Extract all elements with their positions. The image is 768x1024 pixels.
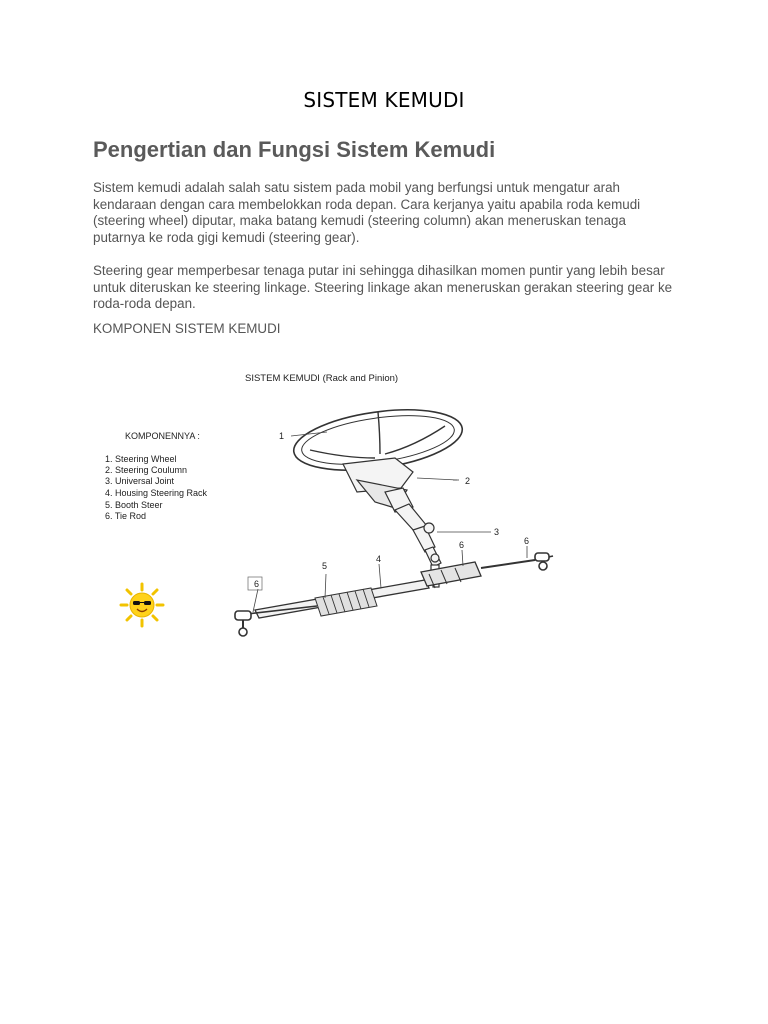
component-item: 3. Universal Joint [105, 476, 175, 486]
steering-column-illustration [343, 458, 441, 567]
section-heading: Pengertian dan Fungsi Sistem Kemudi [93, 137, 496, 162]
callout-6: 6 [459, 540, 465, 550]
callout-4: 4 [376, 554, 382, 564]
paragraph-2: Steering gear memperbesar tenaga putar ini sehingga dihasilkan momen puntir yang lebih besar untuk diteruskan ke steering linkage. Steering linkage akan meneruskan gerakan steering gear ke roda-roda depan. [93, 263, 673, 312]
callout-6-right: 6 [524, 536, 530, 546]
component-item: 6. Tie Rod [105, 511, 147, 521]
rack-housing-illustration [255, 560, 535, 618]
callout-5: 5 [322, 561, 328, 571]
sun-mascot-icon [121, 584, 163, 626]
boot-steer-illustration [315, 588, 377, 616]
callout-6-left: 6 [254, 579, 260, 589]
component-item: 1. Steering Wheel [105, 454, 177, 464]
components-subheading: KOMPONEN SISTEM KEMUDI [93, 321, 281, 336]
diagram-svg [95, 362, 565, 642]
diagram-caption: SISTEM KEMUDI (Rack and Pinion) [245, 373, 399, 384]
component-item: 4. Housing Steering Rack [105, 488, 208, 498]
paragraph-1: Sistem kemudi adalah salah satu sistem pada mobil yang berfungsi untuk mengatur arah kendaraan dengan cara membelokkan roda depan. Cara kerjanya yaitu apabila roda kemudi (steering wheel) diputar, maka batang kemudi (steering column) akan meneruskan tenaga putarnya ke roda gigi kemudi (steering gear). [93, 180, 641, 245]
callout-3: 3 [494, 527, 500, 537]
component-list-title: KOMPONENNYA : [125, 431, 200, 441]
callout-2: 2 [465, 476, 471, 486]
document-title: SISTEM KEMUDI [303, 88, 465, 112]
steering-system-diagram [95, 362, 565, 642]
component-item: 5. Booth Steer [105, 500, 163, 510]
component-item: 2. Steering Coulumn [105, 465, 188, 475]
callout-1: 1 [279, 431, 285, 441]
